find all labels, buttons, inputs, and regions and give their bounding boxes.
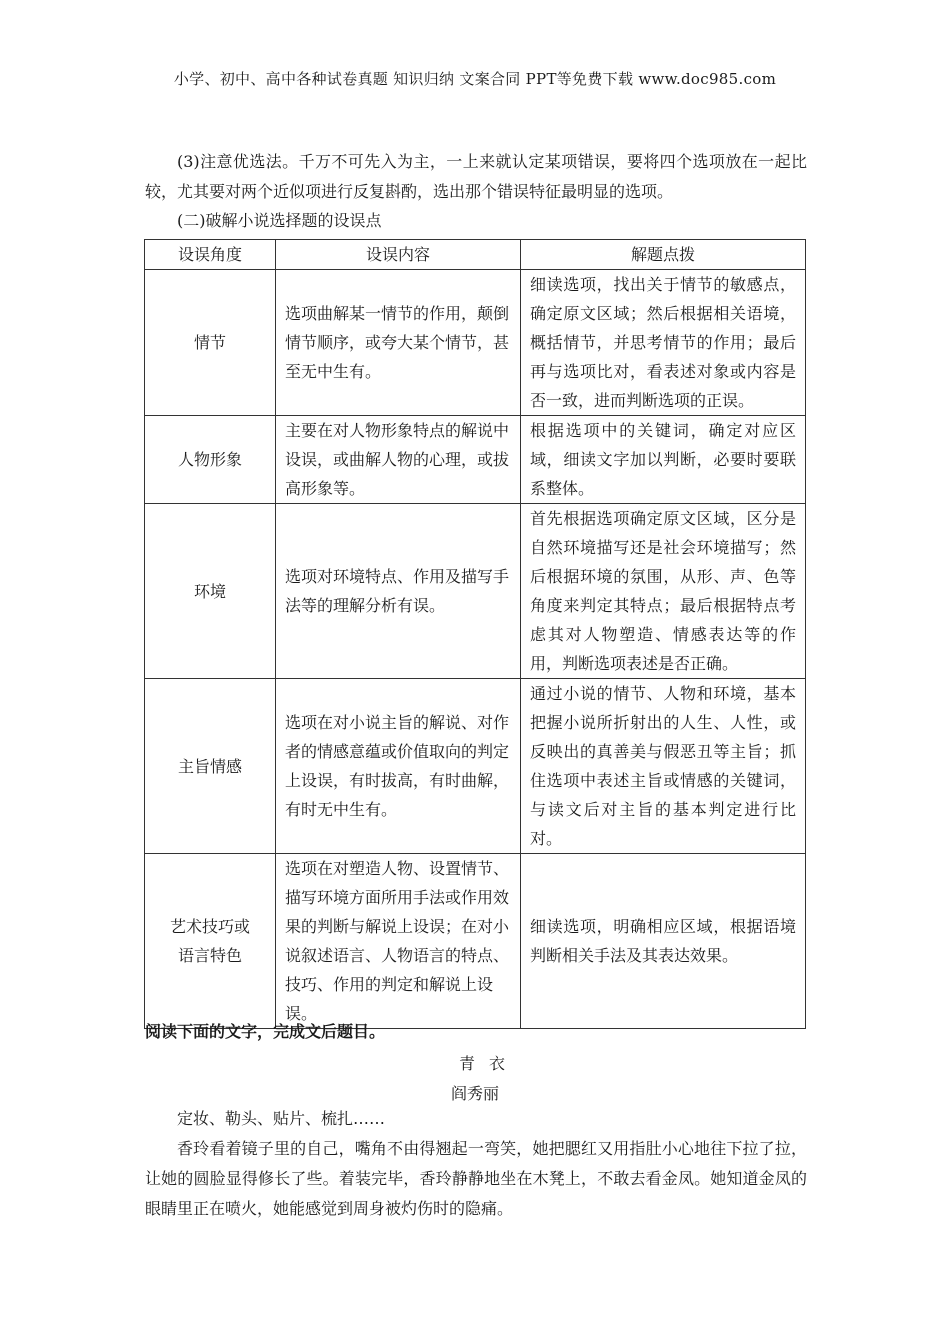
table-cell-content: 主要在对人物形象特点的解说中设误，或曲解人物的心理，或拔高形象等。 bbox=[276, 416, 521, 504]
table-cell-angle: 情节 bbox=[145, 270, 276, 416]
table-cell-tip: 根据选项中的关键词，确定对应区域，细读文字加以判断，必要时要联系整体。 bbox=[521, 416, 806, 504]
table-header-row bbox=[145, 240, 806, 270]
section-title: (二)破解小说选择题的设误点 bbox=[177, 211, 382, 230]
page-header: 小学、初中、高中各种试卷真题 知识归纳 文案合同 PPT等免费下载 www.doc985.com bbox=[173, 70, 777, 88]
table-cell-tip: 细读选项，明确相应区域，根据语境判断相关手法及其表达效果。 bbox=[521, 854, 806, 1029]
table-row bbox=[145, 854, 806, 1029]
table-row bbox=[145, 504, 806, 679]
table-cell-angle: 人物形象 bbox=[145, 416, 276, 504]
table-cell-content: 选项对环境特点、作用及描写手法等的理解分析有误。 bbox=[276, 504, 521, 679]
table-cell-angle: 艺术技巧或语言特色 bbox=[145, 854, 276, 1029]
tip-point-3: (3)注意优选法。千万不可先入为主，一上来就认定某项错误，要将四个选项放在一起比较，尤其要对两个近似项进行反复斟酌，选出那个错误特征最明显的选项。 bbox=[145, 152, 807, 201]
column-header: 设误内容 bbox=[276, 240, 521, 270]
table-row bbox=[145, 270, 806, 416]
table-cell-content: 选项曲解某一情节的作用，颠倒情节顺序，或夸大某个情节，甚至无中生有。 bbox=[276, 270, 521, 416]
column-header: 设误角度 bbox=[145, 240, 276, 270]
story-paragraph: 定妆、勒头、贴片、梳扎…… bbox=[177, 1109, 386, 1128]
story-author: 阎秀丽 bbox=[450, 1084, 499, 1103]
error-points-table bbox=[144, 239, 806, 1029]
table-row bbox=[145, 679, 806, 854]
table-cell-content: 选项在对小说主旨的解说、对作者的情感意蕴或价值取向的判定上设误，有时拔高，有时曲解，有时无中生有。 bbox=[276, 679, 521, 854]
table-cell-content: 选项在对塑造人物、设置情节、描写环境方面所用手法或作用效果的判断与解说上设误；在对小说叙述语言、人物语言的特点、技巧、作用的判定和解说上设误。 bbox=[276, 854, 521, 1029]
table-cell-angle: 主旨情感 bbox=[145, 679, 276, 854]
table-cell-tip: 首先根据选项确定原文区域，区分是自然环境描写还是社会环境描写；然后根据环境的氛围，从形、声、色等角度来判定其特点；最后根据特点考虑其对人物塑造、情感表达等的作用，判断选项表述是否正确。 bbox=[521, 504, 806, 679]
story-paragraph: 香玲看着镜子里的自己，嘴角不由得翘起一弯笑，她把腮红又用指肚小心地往下拉了拉，让她的圆脸显得修长了些。着装完毕，香玲静静地坐在木凳上，不敢去看金凤。她知道金凤的眼睛里正在喷火，她能感觉到周身被灼伤时的隐痛。 bbox=[145, 1139, 807, 1218]
table-cell-tip: 细读选项，找出关于情节的敏感点，确定原文区域；然后根据相关语境，概括情节，并思考情节的作用；最后再与选项比对，看表述对象或内容是否一致，进而判断选项的正误。 bbox=[521, 270, 806, 416]
story-title: 青衣 bbox=[458, 1054, 519, 1073]
table-cell-tip: 通过小说的情节、人物和环境，基本把握小说所折射出的人生、人性，或反映出的真善美与假恶丑等主旨；抓住选项中表述主旨或情感的关键词，与读文后对主旨的基本判定进行比对。 bbox=[521, 679, 806, 854]
column-header: 解题点拨 bbox=[521, 240, 806, 270]
table-cell-angle: 环境 bbox=[145, 504, 276, 679]
table-row bbox=[145, 416, 806, 504]
reading-instruction: 阅读下面的文字，完成文后题目。 bbox=[145, 1022, 386, 1041]
